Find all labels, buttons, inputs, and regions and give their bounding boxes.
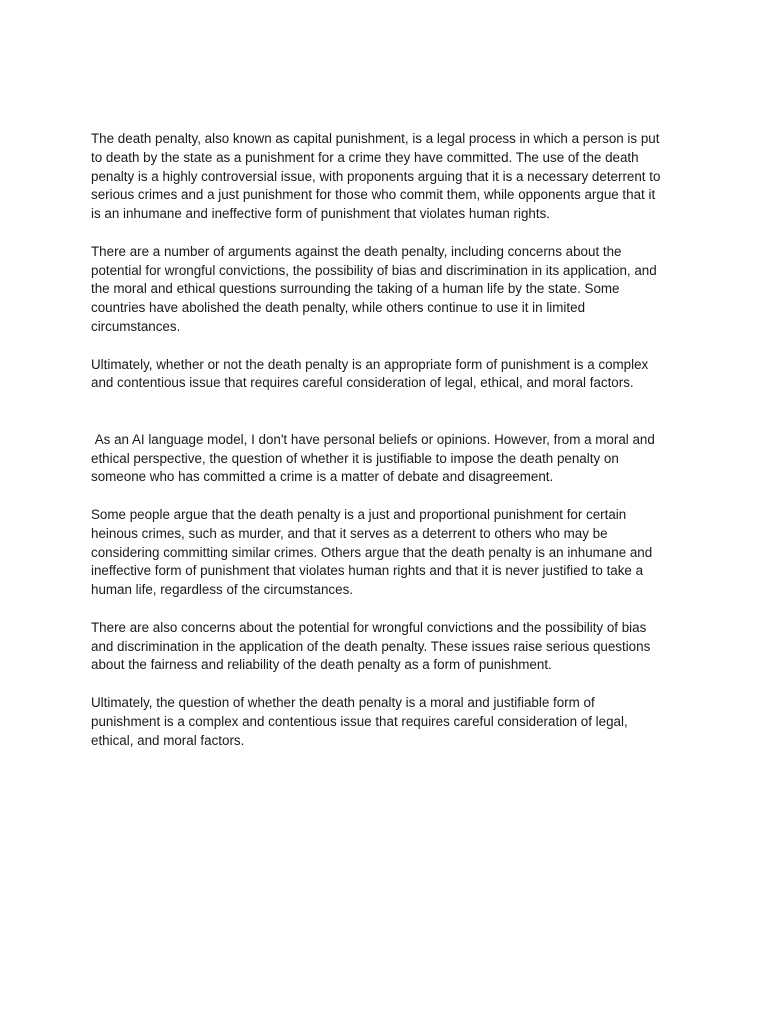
- paragraph-2: There are a number of arguments against the death penalty, including concerns about the potential for wrongful convictions, the possibility of bias and discrimination in its application, and the moral and ethical questions surrounding the taking of a human life by the state. Some countries have abolished the death penalty, while others continue to use it in limited circumstances.: [91, 243, 657, 334]
- document-body: [91, 130, 691, 769]
- section-gap: [91, 412, 691, 431]
- paragraph-4: As an AI language model, I don't have personal beliefs or opinions. However, from a moral and ethical perspective, the question of whether it is justifiable to impose the death penalty on someone who has committed a crime is a matter of debate and disagreement.: [91, 431, 655, 485]
- paragraph-3: Ultimately, whether or not the death penalty is an appropriate form of punishment is a complex and contentious issue that requires careful consideration of legal, ethical, and moral factors.: [91, 356, 649, 391]
- paragraph-5: Some people argue that the death penalty is a just and proportional punishment for certain heinous crimes, such as murder, and that it serves as a deterrent to others who may be considering committing similar crimes. Others argue that the death penalty is an inhumane and ineffective form of punishment that violates human rights and that it is never justified to take a human life, regardless of the circumstances.: [91, 506, 653, 598]
- paragraph-6: There are also concerns about the potential for wrongful convictions and the possibility of bias and discrimination in the application of the death penalty. These issues raise serious questions about the fairness and reliability of the death penalty as a form of punishment.: [91, 619, 651, 673]
- paragraph-7: Ultimately, the question of whether the death penalty is a moral and justifiable form of punishment is a complex and contentious issue that requires careful consideration of legal, ethical, and moral factors.: [91, 694, 628, 748]
- paragraph-1: The death penalty, also known as capital punishment, is a legal process in which a person is put to death by the state as a punishment for a crime they have committed. The use of the death penalty is a highly controversial issue, with proponents arguing that it is a necessary deterrent to serious crimes and a just punishment for those who commit them, while opponents argue that it is an inhumane and ineffective form of punishment that violates human rights.: [91, 131, 661, 222]
